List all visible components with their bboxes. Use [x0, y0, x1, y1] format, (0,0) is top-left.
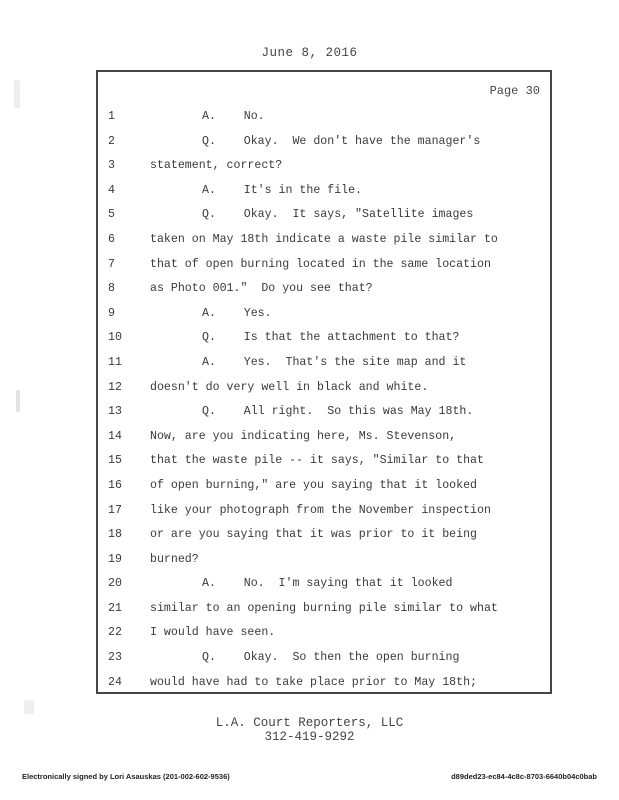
line-text: Q. All right. So this was May 18th.	[202, 405, 474, 419]
page-number: Page 30	[489, 84, 540, 98]
transcript-line	[98, 203, 550, 228]
line-text: Q. Is that the attachment to that?	[202, 331, 460, 345]
transcript-line	[98, 376, 550, 401]
transcript-line	[98, 228, 550, 253]
line-text: taken on May 18th indicate a waste pile similar to	[150, 232, 498, 246]
line-text: that the waste pile -- it says, "Similar to that	[150, 454, 484, 468]
transcript-line	[98, 277, 550, 302]
line-number: 16	[108, 478, 122, 492]
line-number: 8	[108, 282, 115, 296]
line-text: doesn't do very well in black and white.	[150, 380, 429, 394]
transcript-page-frame	[96, 70, 552, 694]
transcript-line	[98, 154, 550, 179]
transcript-lines	[98, 105, 550, 695]
header-date: June 8, 2016	[261, 46, 358, 60]
line-number: 10	[108, 331, 122, 345]
transcript-line	[98, 646, 550, 671]
line-text: similar to an opening burning pile similar to what	[150, 601, 498, 615]
line-text: A. No.	[202, 110, 265, 123]
line-number: 19	[108, 552, 122, 566]
line-text: I would have seen.	[150, 626, 276, 640]
line-number: 14	[108, 429, 122, 443]
line-number: 22	[108, 626, 122, 640]
line-text: of open burning," are you saying that it looked	[150, 478, 477, 492]
line-number: 20	[108, 577, 122, 591]
line-number: 4	[108, 183, 115, 197]
line-number: 3	[108, 159, 115, 173]
line-text: A. No. I'm saying that it looked	[202, 577, 453, 591]
transcript-line	[98, 130, 550, 155]
line-text: A. Yes. That's the site map and it	[202, 355, 467, 369]
line-number: 24	[108, 675, 122, 689]
transcript-line	[98, 671, 550, 696]
transcript-line	[98, 425, 550, 450]
line-number: 15	[108, 454, 122, 468]
line-text: Q. Okay. We don't have the manager's	[202, 134, 481, 148]
scan-mark-top-left	[14, 80, 20, 108]
transcript-line	[98, 302, 550, 327]
transcript-line	[98, 499, 550, 524]
line-number: 18	[108, 528, 122, 542]
line-number: 12	[108, 380, 122, 394]
scan-mark-bottom-left	[24, 700, 34, 714]
transcript-line	[98, 253, 550, 278]
scan-mark-left	[16, 390, 20, 412]
footer-phone: 312-419-9292	[264, 730, 355, 744]
line-number: 5	[108, 208, 115, 222]
line-text: Q. Okay. It says, "Satellite images	[202, 208, 474, 222]
footer-company: L.A. Court Reporters, LLC	[215, 716, 404, 730]
transcript-line	[98, 523, 550, 548]
document-hash: d89ded23-ec84-4c8c-8703-6640b04c0bab	[451, 772, 597, 781]
transcript-line	[98, 400, 550, 425]
line-text: statement, correct?	[150, 159, 283, 173]
line-number: 9	[108, 306, 115, 320]
electronic-signature: Electronically signed by Lori Asauskas (201-002-602-9536)	[22, 772, 230, 781]
line-number: 17	[108, 503, 122, 517]
transcript-line	[98, 572, 550, 597]
line-text: burned?	[150, 552, 199, 566]
transcript-line	[98, 621, 550, 646]
line-number: 1	[108, 110, 115, 123]
line-text: A. Yes.	[202, 306, 272, 320]
line-number: 7	[108, 257, 115, 271]
transcript-line	[98, 105, 550, 130]
line-text: would have had to take place prior to May 18th;	[150, 675, 477, 689]
line-number: 13	[108, 405, 122, 419]
line-number: 23	[108, 651, 122, 665]
line-number: 2	[108, 134, 115, 148]
transcript-line	[98, 548, 550, 573]
line-text: A. It's in the file.	[202, 183, 363, 197]
transcript-line	[98, 597, 550, 622]
transcript-line	[98, 351, 550, 376]
transcript-line	[98, 474, 550, 499]
transcript-line	[98, 179, 550, 204]
transcript-line	[98, 449, 550, 474]
line-text: like your photograph from the November inspection	[150, 503, 491, 517]
line-text: as Photo 001." Do you see that?	[150, 282, 373, 296]
line-text: or are you saying that it was prior to it being	[150, 528, 477, 542]
line-text: that of open burning located in the same location	[150, 257, 491, 271]
line-text: Now, are you indicating here, Ms. Stevenson,	[150, 429, 457, 443]
line-text: Q. Okay. So then the open burning	[202, 651, 460, 665]
line-number: 6	[108, 232, 115, 246]
transcript-line	[98, 326, 550, 351]
line-number: 11	[108, 355, 122, 369]
line-number: 21	[108, 601, 122, 615]
